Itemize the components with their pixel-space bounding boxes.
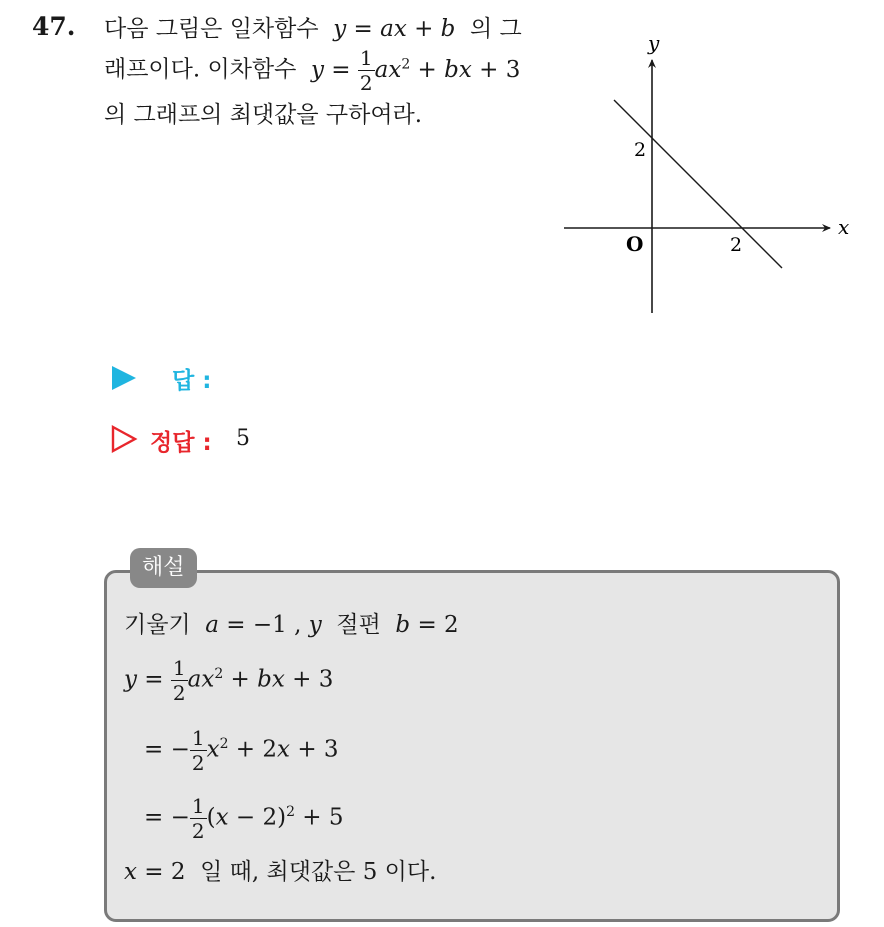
y-axis-label: y (648, 31, 660, 55)
solution-line-3: = − $\frac{1}{2}$ $x^2 + 2x + 3$ (144, 726, 339, 775)
intercept-text: 절편 (336, 612, 381, 638)
correct-answer-label: 정답 : (150, 430, 212, 456)
solution-line-2: y = $\frac{1}{2}$ $ax^2$ + bx + 3 (124, 656, 334, 705)
question-line-1 (104, 14, 522, 44)
correct-answer-marker-icon (110, 425, 138, 453)
x-axis-label: x (838, 215, 850, 239)
slope-text: 기울기 (124, 612, 191, 638)
question-line-3: 의 그래프의 최댓값을 구하여라. (104, 102, 423, 128)
question-text-1-suffix: 의 그 (470, 16, 522, 42)
origin-label: O (626, 232, 644, 256)
linear-graph (556, 28, 856, 323)
conclusion-text: 일 때, 최댓값은 5 이다. (200, 859, 437, 885)
linear-function-formula: y = ax + b (325, 16, 463, 42)
conclusion-formula: x = 2 (124, 859, 193, 885)
solution-line-5 (124, 857, 436, 887)
quadratic-function-formula: y = $\frac{1}{2}$ $ax^2$ + bx + 3 (303, 46, 521, 95)
y-intercept-label: 2 (634, 139, 647, 161)
answer-marker-icon (110, 365, 138, 391)
question-line-2 (104, 48, 520, 93)
solution-tab: 해설 (130, 548, 197, 588)
intercept-formula: b = 2 (395, 612, 459, 638)
question-text-2: 래프이다. 이차함수 (104, 56, 297, 83)
solution-line-4: = − $\frac{1}{2}$ $(x - 2)^2 + 5$ (144, 794, 344, 843)
correct-answer-value: 5 (236, 426, 250, 451)
x-intercept-label: 2 (730, 234, 743, 256)
question-text-1: 다음 그림은 일차함수 (104, 16, 319, 42)
answer-label: 답 : (172, 368, 212, 394)
slope-formula: a = −1 , y (205, 612, 322, 638)
question-number: 47. (32, 12, 76, 41)
solution-line-1 (124, 610, 459, 640)
